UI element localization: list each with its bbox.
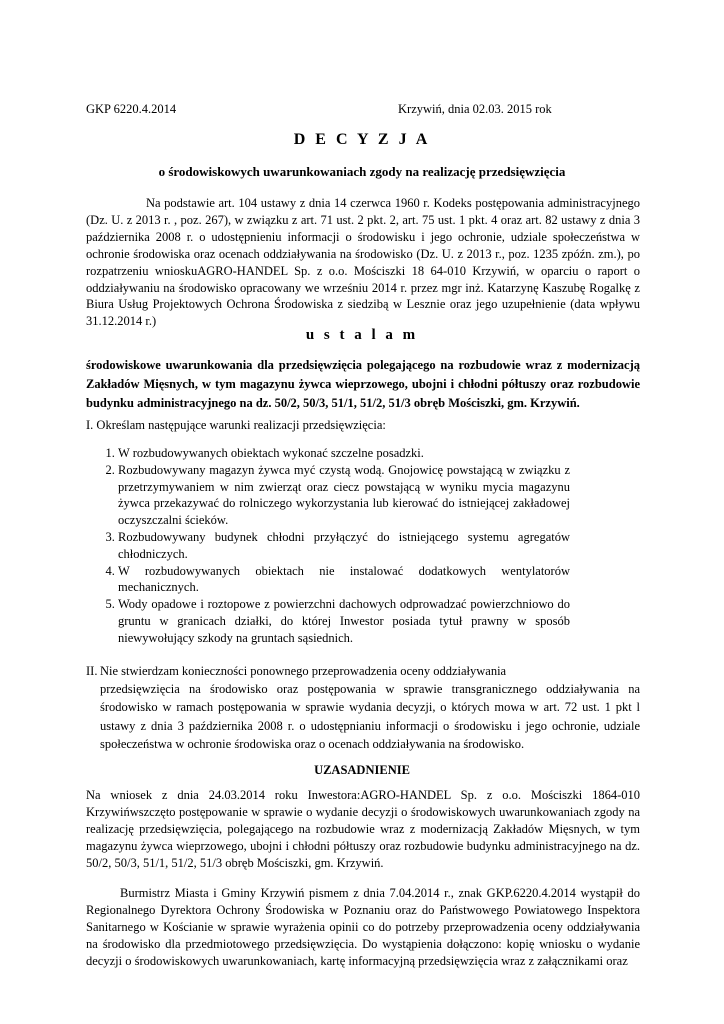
ustalam-heading: u s t a l a m — [305, 327, 419, 343]
list-item: 2. Rozbudowywany magazyn żywca myć czystą wodą. Gnojowicę powstającą w związku z przetrzymywaniem w nim zwierząt oraz ciecz powstającą w wyniku mycia magazynu żywca przekazywać do rolniczego wykorzystania lub kierować do istniejącej zakładowej oczyszczalni ścieków. — [118, 462, 570, 528]
section-ii-rest: przedsięwzięcia na środowisko oraz postępowania w sprawie transgranicznego oddziaływania na środowisko w ramach postępowania w sprawie wydania decyzji, o których mowa w art. 72 ust. 1 pkt l ustawy z dnia 3 października 2008 r. o udostępnianiu informacji o środowisku i jego ochronie, udziale społeczeństwa w ochronie środowiska oraz o ocenach oddziaływania na środowisko. — [100, 682, 640, 751]
list-item: 4. W rozbudowywanych obiektach nie instalować dodatkowych wentylatorów mechanicznych. — [118, 563, 570, 596]
list-item: 3. Rozbudowywany budynek chłodni przyłączyć do istniejącego systemu agregatów chłodniczych. — [118, 529, 570, 562]
section-ii-body — [100, 662, 640, 753]
section-ii-first-line: Nie stwierdzam konieczności ponownego przeprowadzenia oceny oddziaływania — [100, 664, 507, 678]
section-ii-number: II. — [86, 664, 98, 678]
case-number: GKP 6220.4.2014 — [86, 102, 177, 116]
justification-text-1: Na wniosek z dnia 24.03.2014 roku Inwestora:AGRO-HANDEL Sp. z o.o. Mościszki 1864-010 Krzywińwszczęto postępowanie w sprawie o wydanie decyzji o środowiskowych uwarunkowaniach zgody na realizację przedsięwzięcia, polegającego na rozbudowie wraz z modernizacją Zakładów Mięsnych, w tym magazynu żywca wieprzowego, ubojni i chłodni półtuszy oraz rozbudowie budynku administracyjnego na dz. 50/2, 50/3, 51/1, 51/2, 51/3 obręb Mościszki, gm. Krzywiń. — [86, 788, 640, 870]
determination-paragraph: środowiskowe uwarunkowania dla przedsięwzięcia polegającego na rozbudowie wraz z modernizacją Zakładów Mięsnych, w tym magazynu żywca wieprzowego, ubojni i chłodni półtuszy oraz rozbudowie budynku administracyjnego na dz. 50/2, 50/3, 51/1, 51/2, 51/3 obręb Mościszki, gm. Krzywiń. — [86, 358, 640, 410]
place-and-date: Krzywiń, dnia 02.03. 2015 rok — [398, 102, 552, 116]
section-ii — [86, 662, 640, 753]
justification-text-2: Burmistrz Miasta i Gminy Krzywiń pismem z dnia 7.04.2014 r., znak GKP.6220.4.2014 wystąpił do Regionalnego Dyrektora Ochrony Środowiska w Poznaniu oraz do Państwowego Powiatowego Inspektora Sanitarnego w Kościanie w sprawie wyrażenia opinii co do potrzeby przeprowadzenia oceny oddziaływania na środowisko dla przedmiotowego przedsięwzięcia. Do wystąpienia dołączono: kopię wniosku o wydanie decyzji o środowiskowych uwarunkowaniach, kartę informacyjną przedsięwzięcia wraz z załącznikami oraz — [86, 886, 640, 968]
legal-basis-text: Na podstawie art. 104 ustawy z dnia 14 czerwca 1960 r. Kodeks postępowania administracyjnego (Dz. U. z 2013 r. , poz. 267), w związku z art. 71 ust. 2 pkt. 2, art. 75 ust. 1 pkt. 4 oraz art. 82 ustawy z dnia 3 października 2008 r. o udostępnieniu informacji o środowisku i jego ochronie, udziale społeczeństwa w ochronie środowiska oraz ocenach oddziaływania na środowisko (Dz. U. z 2013 r., poz. 1235 zpóźn. zm.), po rozpatrzeniu wnioskuAGRO-HANDEL Sp. z o.o. Mościszki 18 64-010 Krzywiń, w oparciu o raport o oddziaływaniu na środowisko opracowany we wrześniu 2014 r. przez mgr inż. Katarzynę Kaszubę Rogalkę z Biura Usług Projektowych Ochrona Środowiska z siedzibą w Lesznie oraz jego uzupełnienie (data wpływu 31.12.2014 r.) — [86, 196, 640, 329]
justification-paragraph-2 — [86, 885, 640, 970]
legal-basis-paragraph — [86, 195, 640, 330]
document-subtitle: o środowiskowych uwarunkowaniach zgody na realizację przedsięwzięcia — [158, 164, 566, 179]
section-i-heading: I. Określam następujące warunki realizacji przedsięwzięcia: — [86, 418, 386, 432]
list-item: 1. W rozbudowywanych obiektach wykonać szczelne posadzki. — [118, 445, 570, 462]
conditions-list — [101, 445, 570, 647]
document-title: D E C Y Z J A — [293, 131, 431, 148]
justification-paragraph-1 — [86, 787, 640, 872]
uzasadnienie-heading: UZASADNIENIE — [314, 763, 410, 777]
list-item: 5. Wody opadowe i roztopowe z powierzchni dachowych odprowadzać powierzchniowo do gruntu w granicach działki, do której Inwestor posiada tytuł prawny w sposób niewywołujący szkody na gruntach sąsiednich. — [118, 596, 570, 646]
